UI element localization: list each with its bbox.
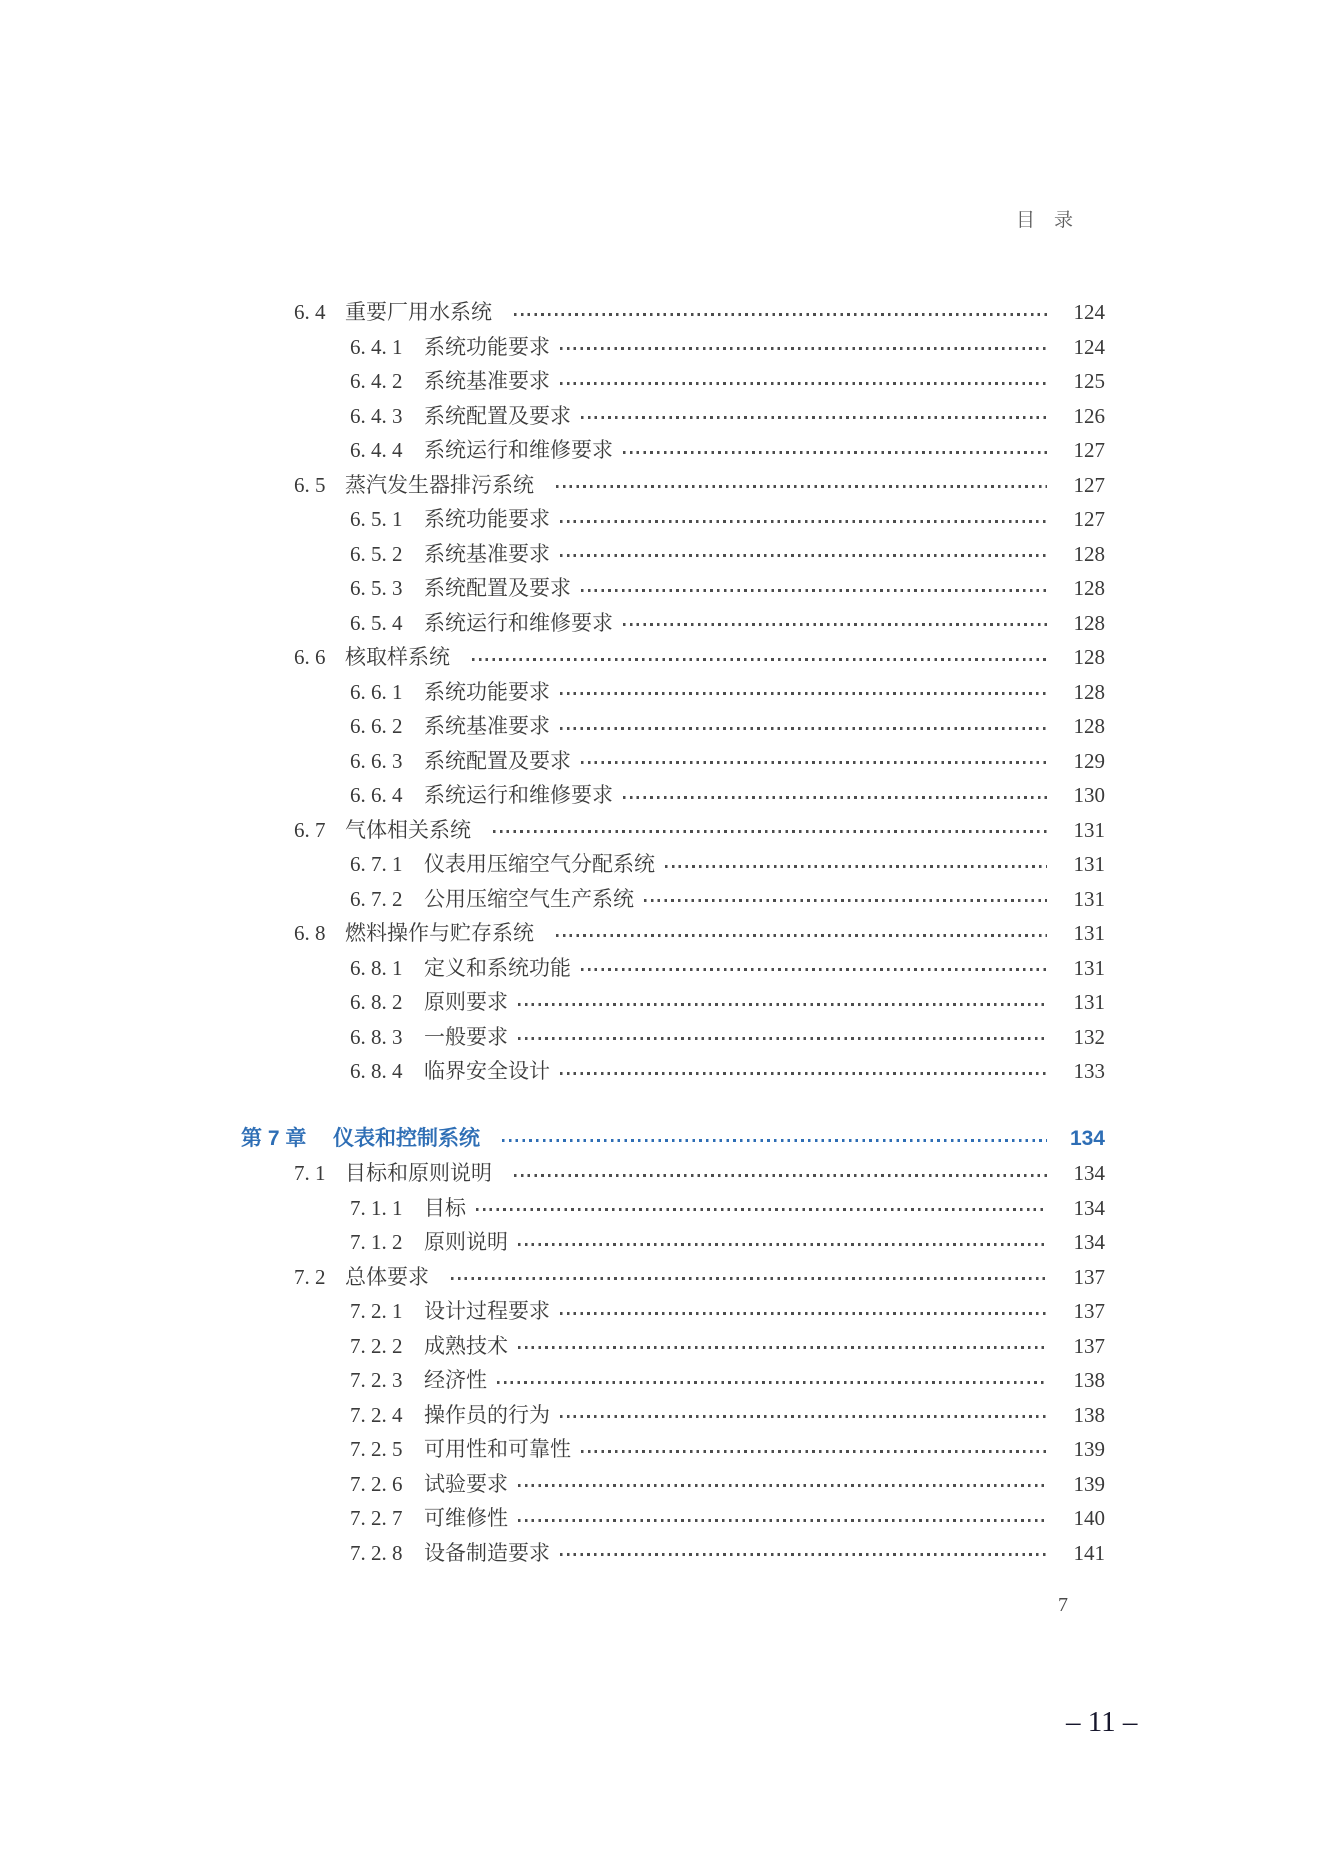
toc-page-number: 128 bbox=[1073, 714, 1105, 738]
toc-entry bbox=[241, 399, 1105, 434]
toc-entry-title: 系统基准要求 bbox=[424, 369, 550, 393]
toc-page-number: 127 bbox=[1073, 507, 1105, 531]
toc-page-number: 130 bbox=[1073, 783, 1105, 807]
toc-entry bbox=[241, 916, 1105, 951]
toc-dot-leader bbox=[560, 727, 1047, 730]
toc-entry-number: 6. 6. 4 bbox=[350, 783, 403, 807]
toc-page-number: 125 bbox=[1073, 369, 1105, 393]
toc-entry bbox=[241, 1191, 1105, 1226]
toc-entry bbox=[241, 882, 1105, 917]
toc-dot-leader bbox=[518, 1484, 1047, 1487]
toc-entry-number: 6. 7. 2 bbox=[350, 886, 403, 911]
toc-entry-number: 7. 2. 4 bbox=[350, 1402, 403, 1427]
toc-entry-title: 燃料操作与贮存系统 bbox=[345, 921, 534, 945]
toc-dot-leader bbox=[518, 1037, 1047, 1040]
toc-entry-number: 7. 1 bbox=[294, 1161, 326, 1185]
toc-dot-leader bbox=[560, 1553, 1047, 1556]
toc-entry-number: 7. 2. 5 bbox=[350, 1437, 403, 1461]
toc-entry-title: 操作员的行为 bbox=[424, 1402, 550, 1427]
toc-entry bbox=[241, 847, 1105, 882]
toc-entry-number: 6. 4 bbox=[294, 300, 326, 324]
toc-entry bbox=[241, 640, 1105, 675]
sheet-page-number: – 11 – bbox=[1066, 1706, 1138, 1738]
toc-entry bbox=[241, 1536, 1105, 1571]
toc-entry-number: 7. 2. 2 bbox=[350, 1333, 403, 1358]
toc-entry bbox=[241, 571, 1105, 606]
toc-dot-leader bbox=[518, 1243, 1047, 1246]
running-page-number: 7 bbox=[1058, 1594, 1068, 1616]
toc-dot-leader bbox=[581, 589, 1047, 592]
toc-entry-title: 系统配置及要求 bbox=[424, 403, 571, 428]
toc-page-number: 139 bbox=[1073, 1437, 1105, 1461]
toc-page-number: 129 bbox=[1073, 748, 1105, 773]
toc-page-number: 134 bbox=[1069, 1126, 1105, 1150]
toc-entry-title: 蒸汽发生器排污系统 bbox=[345, 472, 534, 497]
toc-entry-title: 可维修性 bbox=[424, 1506, 508, 1530]
toc-entry-number: 6. 5. 4 bbox=[350, 610, 403, 635]
toc-entry bbox=[241, 709, 1105, 744]
toc-entry-title: 系统运行和维修要求 bbox=[424, 438, 613, 462]
toc-dot-leader bbox=[560, 347, 1047, 350]
toc-page-number: 128 bbox=[1073, 541, 1105, 566]
toc-page-number: 138 bbox=[1073, 1402, 1105, 1427]
toc-entry bbox=[241, 502, 1105, 537]
toc-entry bbox=[241, 1020, 1105, 1055]
toc-dot-leader bbox=[497, 1381, 1047, 1384]
toc-entry-number: 6. 4. 3 bbox=[350, 403, 403, 428]
toc-entry bbox=[241, 813, 1105, 848]
toc-entry bbox=[241, 1363, 1105, 1398]
toc-entry-title: 原则要求 bbox=[424, 990, 508, 1014]
toc-entry bbox=[241, 1122, 1105, 1157]
toc-page-number: 128 bbox=[1073, 610, 1105, 635]
toc-dot-leader bbox=[560, 1415, 1047, 1418]
toc-entry-number: 6. 7. 1 bbox=[350, 852, 403, 876]
toc-dot-leader bbox=[502, 1139, 1047, 1142]
toc-entry-number: 7. 2. 3 bbox=[350, 1368, 403, 1392]
toc-dot-leader bbox=[514, 1174, 1047, 1177]
toc-page-number: 140 bbox=[1073, 1506, 1105, 1530]
toc-entry bbox=[241, 433, 1105, 468]
toc-dot-leader bbox=[476, 1208, 1047, 1211]
toc-entry-title: 试验要求 bbox=[424, 1471, 508, 1496]
toc-entry-title: 系统基准要求 bbox=[424, 714, 550, 738]
toc-entry-number: 6. 8 bbox=[294, 921, 326, 945]
toc-entry-title: 公用压缩空气生产系统 bbox=[424, 886, 634, 911]
toc-entry bbox=[241, 951, 1105, 986]
toc-dot-leader bbox=[472, 658, 1047, 661]
toc-entry bbox=[241, 330, 1105, 365]
toc-page-number: 134 bbox=[1073, 1161, 1105, 1185]
toc-entry-number: 7. 2 bbox=[294, 1264, 326, 1289]
toc-page-number: 124 bbox=[1073, 300, 1105, 324]
toc-dot-leader bbox=[556, 934, 1047, 937]
toc-entry-title: 定义和系统功能 bbox=[424, 955, 571, 980]
toc-page-number: 131 bbox=[1073, 817, 1105, 842]
toc-entry-title: 系统基准要求 bbox=[424, 541, 550, 566]
toc-entry bbox=[241, 1329, 1105, 1364]
toc-dot-leader bbox=[518, 1519, 1047, 1522]
toc-entry-title: 仪表用压缩空气分配系统 bbox=[424, 852, 655, 876]
toc-entry-title: 设计过程要求 bbox=[424, 1299, 550, 1323]
toc-dot-leader bbox=[451, 1277, 1047, 1280]
toc-entry-number: 6. 5. 1 bbox=[350, 507, 403, 531]
toc-dot-leader bbox=[623, 451, 1047, 454]
toc-entry-title: 经济性 bbox=[424, 1368, 487, 1392]
toc-page-number: 139 bbox=[1073, 1471, 1105, 1496]
toc-entry bbox=[241, 778, 1105, 813]
toc-page-number: 137 bbox=[1073, 1264, 1105, 1289]
toc-dot-leader bbox=[560, 1312, 1047, 1315]
toc-dot-leader bbox=[623, 796, 1047, 799]
toc-dot-leader bbox=[518, 1003, 1047, 1006]
toc-dot-leader bbox=[493, 830, 1047, 833]
toc-entry-title: 临界安全设计 bbox=[424, 1059, 550, 1083]
toc-page-number: 138 bbox=[1073, 1368, 1105, 1392]
toc-entry-title: 系统功能要求 bbox=[424, 334, 550, 359]
toc-entry-number: 6. 8. 1 bbox=[350, 955, 403, 980]
toc-page-number: 137 bbox=[1073, 1333, 1105, 1358]
toc-entry bbox=[241, 295, 1105, 330]
toc-entry-number: 6. 8. 3 bbox=[350, 1024, 403, 1049]
toc-entry-number: 7. 1. 2 bbox=[350, 1230, 403, 1254]
toc-entry bbox=[241, 606, 1105, 641]
toc-page-number: 137 bbox=[1073, 1299, 1105, 1323]
toc-dot-leader bbox=[665, 865, 1047, 868]
toc-entry-title: 系统配置及要求 bbox=[424, 576, 571, 600]
toc-entry-title: 核取样系统 bbox=[345, 645, 450, 669]
toc-entry-title: 重要厂用水系统 bbox=[345, 300, 492, 324]
toc-entry-number: 7. 2. 1 bbox=[350, 1299, 403, 1323]
toc-entry-number: 6. 4. 4 bbox=[350, 438, 403, 462]
toc-page-number: 131 bbox=[1073, 990, 1105, 1014]
toc-entry-title: 系统运行和维修要求 bbox=[424, 783, 613, 807]
toc-page-number: 126 bbox=[1073, 403, 1105, 428]
toc-dot-leader bbox=[560, 382, 1047, 385]
toc-dot-leader bbox=[560, 1072, 1047, 1075]
toc-entry bbox=[241, 1054, 1105, 1089]
toc-page-number: 134 bbox=[1073, 1195, 1105, 1220]
toc-page-number: 127 bbox=[1073, 472, 1105, 497]
toc-page-number: 133 bbox=[1073, 1059, 1105, 1083]
toc-entry-title: 目标和原则说明 bbox=[345, 1161, 492, 1185]
toc-page-number: 131 bbox=[1073, 955, 1105, 980]
toc-entry bbox=[241, 1294, 1105, 1329]
toc-list bbox=[241, 295, 1105, 1570]
toc-entry-number: 6. 5. 2 bbox=[350, 541, 403, 566]
toc-entry-title: 可用性和可靠性 bbox=[424, 1437, 571, 1461]
toc-dot-leader bbox=[556, 485, 1047, 488]
toc-entry-title: 系统功能要求 bbox=[424, 507, 550, 531]
toc-dot-leader bbox=[560, 520, 1047, 523]
toc-entry-number: 6. 7 bbox=[294, 817, 326, 842]
toc-dot-leader bbox=[623, 623, 1047, 626]
toc-page-number: 127 bbox=[1073, 438, 1105, 462]
toc-entry-title: 系统运行和维修要求 bbox=[424, 610, 613, 635]
toc-entry-number: 6. 5 bbox=[294, 472, 326, 497]
toc-entry-title: 仪表和控制系统 bbox=[333, 1126, 480, 1150]
toc-entry-number: 6. 6. 1 bbox=[350, 679, 403, 704]
toc-page-number: 124 bbox=[1073, 334, 1105, 359]
toc-entry-title: 设备制造要求 bbox=[424, 1540, 550, 1565]
toc-entry bbox=[241, 364, 1105, 399]
toc-page-number: 128 bbox=[1073, 576, 1105, 600]
toc-entry bbox=[241, 744, 1105, 779]
toc-entry-number: 6. 6 bbox=[294, 645, 326, 669]
toc-entry-title: 一般要求 bbox=[424, 1024, 508, 1049]
toc-dot-leader bbox=[581, 761, 1047, 764]
toc-entry bbox=[241, 1501, 1105, 1536]
toc-dot-leader bbox=[514, 313, 1047, 316]
toc-entry-number: 6. 6. 3 bbox=[350, 748, 403, 773]
toc-dot-leader bbox=[644, 899, 1047, 902]
toc-entry bbox=[241, 1156, 1105, 1191]
toc-entry-number: 6. 8. 4 bbox=[350, 1059, 403, 1083]
page-header-title: 目 录 bbox=[1016, 210, 1074, 231]
toc-dot-leader bbox=[560, 554, 1047, 557]
toc-page-number: 131 bbox=[1073, 921, 1105, 945]
toc-entry-title: 原则说明 bbox=[424, 1230, 508, 1254]
toc-entry-title: 系统功能要求 bbox=[424, 679, 550, 704]
toc-entry-number: 7. 2. 6 bbox=[350, 1471, 403, 1496]
toc-entry-number: 6. 5. 3 bbox=[350, 576, 403, 600]
toc-entry bbox=[241, 985, 1105, 1020]
toc-entry bbox=[241, 1432, 1105, 1467]
toc-entry bbox=[241, 537, 1105, 572]
toc-page-number: 131 bbox=[1073, 852, 1105, 876]
toc-dot-leader bbox=[581, 1450, 1047, 1453]
toc-entry-title: 总体要求 bbox=[345, 1264, 429, 1289]
toc-entry bbox=[241, 1260, 1105, 1295]
toc-dot-leader bbox=[581, 416, 1047, 419]
toc-dot-leader bbox=[581, 968, 1047, 971]
toc-entry-title: 目标 bbox=[424, 1195, 466, 1220]
toc-entry-number: 7. 1. 1 bbox=[350, 1195, 403, 1220]
toc-entry bbox=[241, 1398, 1105, 1433]
toc-entry-number: 6. 8. 2 bbox=[350, 990, 403, 1014]
toc-page-number: 128 bbox=[1073, 679, 1105, 704]
toc-entry bbox=[241, 1467, 1105, 1502]
toc-page-number: 141 bbox=[1073, 1540, 1105, 1565]
toc-entry-number: 7. 2. 7 bbox=[350, 1506, 403, 1530]
toc-page-number: 131 bbox=[1073, 886, 1105, 911]
toc-dot-leader bbox=[560, 692, 1047, 695]
toc-dot-leader bbox=[518, 1346, 1047, 1349]
toc-entry-number: 7. 2. 8 bbox=[350, 1540, 403, 1565]
toc-page-number: 132 bbox=[1073, 1024, 1105, 1049]
toc-entry-title: 气体相关系统 bbox=[345, 817, 471, 842]
toc-entry-title: 成熟技术 bbox=[424, 1333, 508, 1358]
toc-entry-title: 系统配置及要求 bbox=[424, 748, 571, 773]
toc-entry-number: 6. 4. 2 bbox=[350, 369, 403, 393]
toc-entry-number: 第 7 章 bbox=[241, 1126, 307, 1150]
toc-entry bbox=[241, 1225, 1105, 1260]
toc-entry bbox=[241, 468, 1105, 503]
toc-page-number: 134 bbox=[1073, 1230, 1105, 1254]
toc-entry-number: 6. 6. 2 bbox=[350, 714, 403, 738]
toc-entry-number: 6. 4. 1 bbox=[350, 334, 403, 359]
toc-entry bbox=[241, 675, 1105, 710]
toc-page-number: 128 bbox=[1073, 645, 1105, 669]
